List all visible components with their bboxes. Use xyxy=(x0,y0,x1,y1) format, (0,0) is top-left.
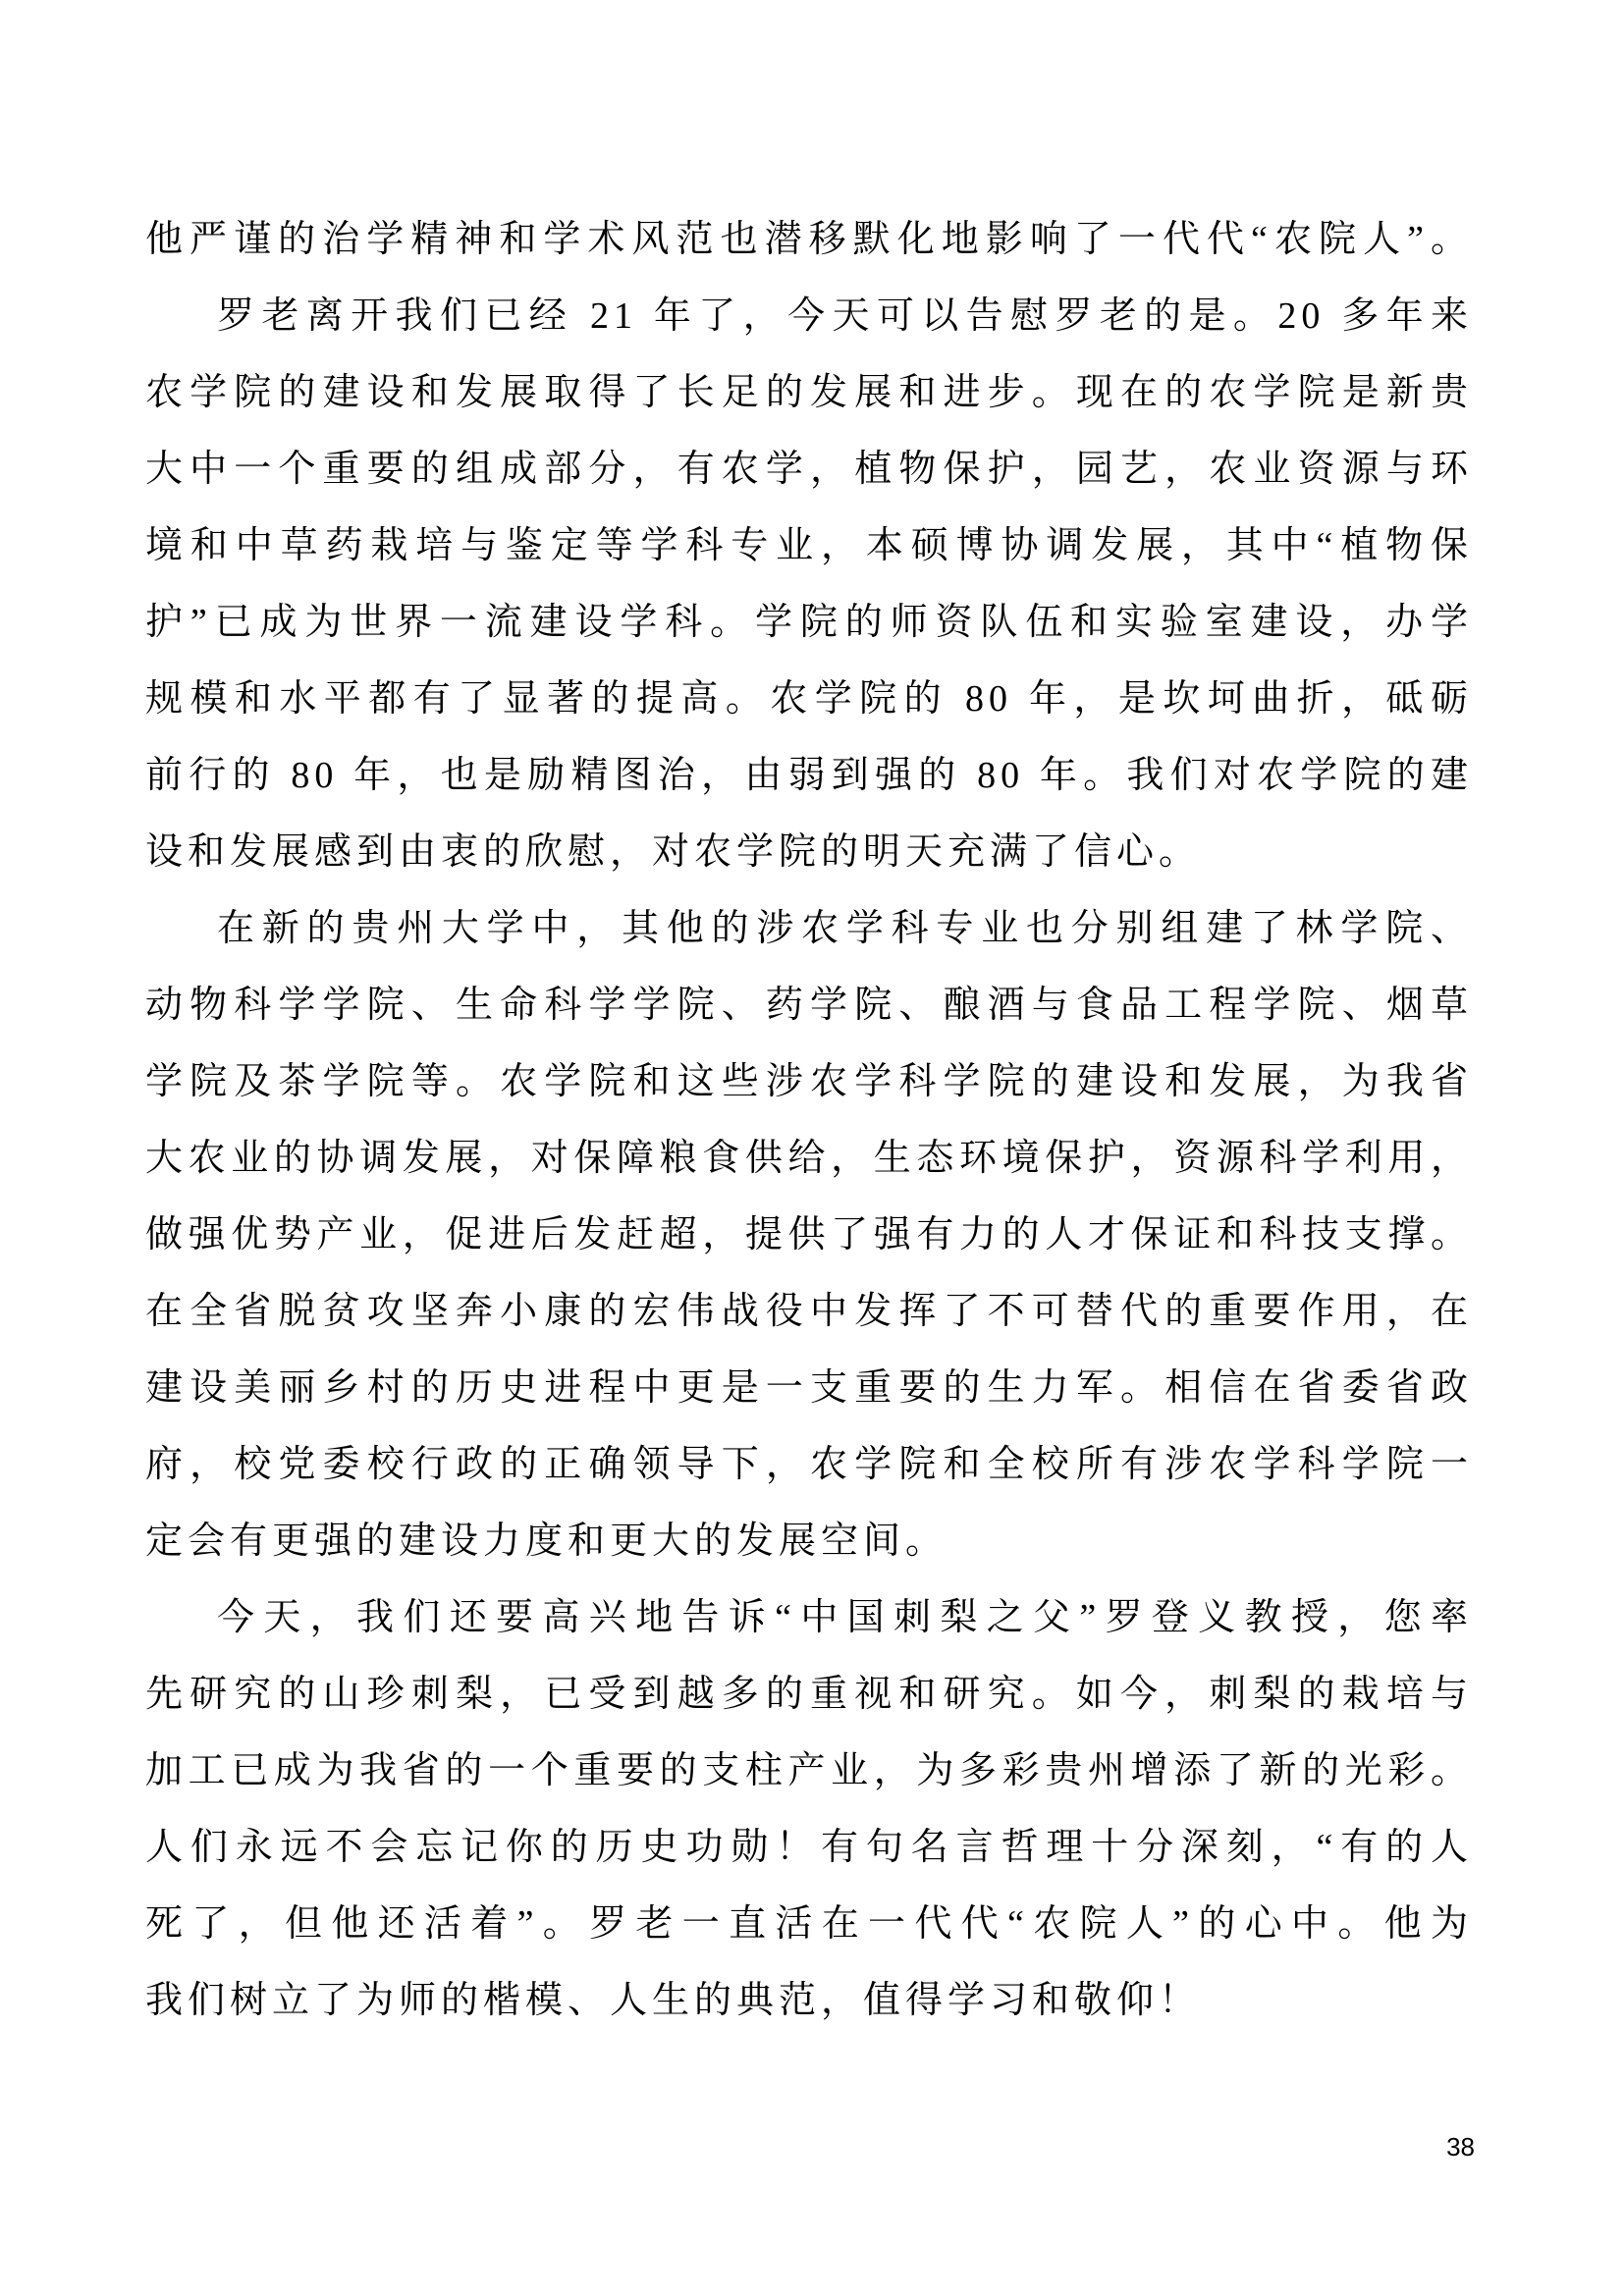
text-line: 建设美丽乡村的历史进程中更是一支重要的生力军。相信在省委省政 xyxy=(145,1367,1473,1409)
text-line: 设和发展感到由衷的欣慰，对农学院的明天充满了信心。 xyxy=(145,831,1202,873)
text-line: 先研究的山珍刺梨，已受到越多的重视和研究。如今，刺梨的栽培与 xyxy=(145,1674,1473,1715)
text-line: 动物科学学院、生命科学学院、药学院、酿酒与食品工程学院、烟草 xyxy=(145,985,1473,1026)
text-line: 规模和水平都有了显著的提高。农学院的 80 年，是坎坷曲折，砥砺 xyxy=(145,678,1473,720)
text-line: 护”已成为世界一流建设学科。学院的师资队伍和实验室建设，办学 xyxy=(145,602,1473,643)
text-line: 死了，但他还活着”。罗老一直活在一代代“农院人”的心中。他为 xyxy=(145,1903,1473,1945)
text-line: 罗老离开我们已经 21 年了，今天可以告慰罗老的是。20 多年来 xyxy=(217,295,1473,337)
text-line: 人们永远不会忘记你的历史功勋！有句名言哲理十分深刻，“有的人 xyxy=(145,1827,1473,1868)
text-line: 学院及茶学院等。农学院和这些涉农学科学院的建设和发展，为我省 xyxy=(145,1061,1473,1102)
text-line: 境和中草药栽培与鉴定等学科专业，本硕博协调发展，其中“植物保 xyxy=(145,525,1473,566)
text-line: 大中一个重要的组成部分，有农学，植物保护，园艺，农业资源与环 xyxy=(145,449,1473,490)
document-body xyxy=(145,201,1473,2039)
text-line: 在新的贵州大学中，其他的涉农学科专业也分别组建了林学院、 xyxy=(217,908,1473,949)
text-line: 前行的 80 年，也是励精图治，由弱到强的 80 年。我们对农学院的建 xyxy=(145,755,1473,796)
page-number: 38 xyxy=(1446,2132,1475,2162)
text-line: 今天，我们还要高兴地告诉“中国刺梨之父”罗登义教授，您率 xyxy=(217,1597,1473,1638)
text-line: 我们树立了为师的楷模、人生的典范，值得学习和敬仰！ xyxy=(145,1980,1202,2021)
text-line: 他严谨的治学精神和学术风范也潜移默化地影响了一代代“农院人”。 xyxy=(145,219,1473,260)
text-line: 在全省脱贫攻坚奔小康的宏伟战役中发挥了不可替代的重要作用，在 xyxy=(145,1291,1473,1332)
paragraph xyxy=(145,278,1473,890)
text-line: 做强优势产业，促进后发赶超，提供了强有力的人才保证和科技支撑。 xyxy=(145,1214,1473,1255)
paragraph xyxy=(145,1579,1473,2039)
text-line: 农学院的建设和发展取得了长足的发展和进步。现在的农学院是新贵 xyxy=(145,372,1473,413)
text-line: 府，校党委校行政的正确领导下，农学院和全校所有涉农学科学院一 xyxy=(145,1444,1473,1485)
paragraph xyxy=(145,201,1473,278)
text-line: 大农业的协调发展，对保障粮食供给，生态环境保护，资源科学利用， xyxy=(145,1138,1473,1179)
text-line: 定会有更强的建设力度和更大的发展空间。 xyxy=(145,1521,948,1562)
paragraph xyxy=(145,890,1473,1579)
text-line: 加工已成为我省的一个重要的支柱产业，为多彩贵州增添了新的光彩。 xyxy=(145,1750,1473,1791)
